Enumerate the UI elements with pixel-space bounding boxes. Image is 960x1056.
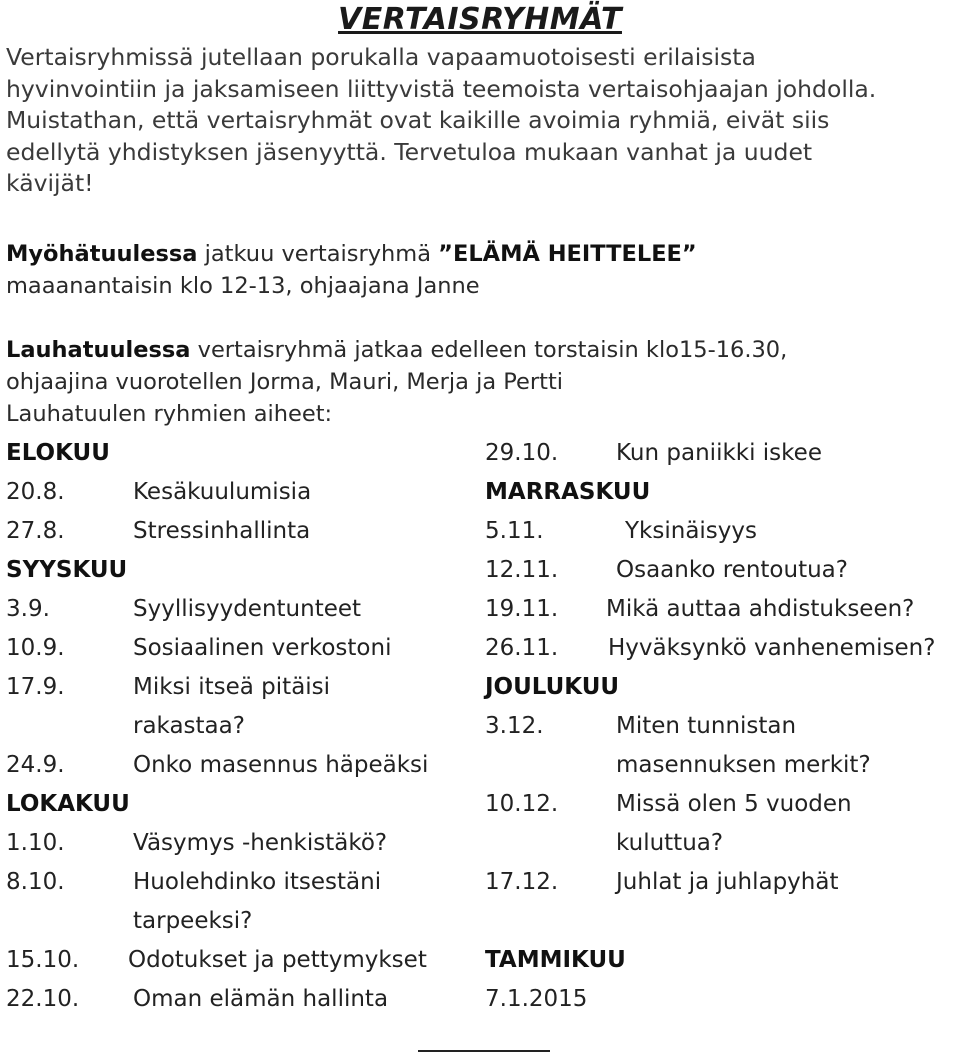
schedule-topic: Kesäkuulumisia <box>133 479 312 505</box>
schedule-date: 29.10. <box>485 440 559 466</box>
schedule-date: 7.1.2015 <box>485 986 588 1012</box>
schedule-topic: Huolehdinko itsestäni <box>133 869 382 895</box>
lauhatuuli-text: vertaisryhmä jatkaa edelleen torstaisin klo15-16.30, <box>190 337 788 363</box>
month-heading-tammikuu: TAMMIKUU <box>485 947 626 973</box>
intro-line: Muistathan, että vertaisryhmät ovat kaikille avoimia ryhmiä, eivät siis <box>6 106 830 134</box>
schedule-topic: masennuksen merkit? <box>616 752 871 778</box>
schedule-topic: Stressinhallinta <box>133 518 311 544</box>
schedule-topic: Sosiaalinen verkostoni <box>133 635 392 661</box>
schedule-date: 20.8. <box>6 479 65 505</box>
month-heading-lokakuu: LOKAKUU <box>6 791 130 817</box>
schedule-topic: Syyllisyydentunteet <box>133 596 362 622</box>
schedule-topic: Hyväksynkö vanhenemisen? <box>608 635 936 661</box>
intro-paragraph <box>6 42 956 200</box>
schedule-date: 10.12. <box>485 791 559 817</box>
intro-line: Vertaisryhmissä jutellaan porukalla vapaamuotoisesti erilaisista <box>6 43 756 71</box>
schedule-date: 8.10. <box>6 869 65 895</box>
month-heading-marraskuu: MARRASKUU <box>485 479 651 505</box>
lauhatuuli-line-2: ohjaajina vuorotellen Jorma, Mauri, Merja ja Pertti <box>6 369 564 395</box>
lauhatuuli-line-1 <box>6 334 956 366</box>
schedule-topic: Juhlat ja juhlapyhät <box>616 869 839 895</box>
month-heading-elokuu: ELOKUU <box>6 440 110 466</box>
myohatuuli-place: Myöhätuulessa <box>6 241 198 267</box>
bottom-divider <box>418 1050 550 1052</box>
schedule-date: 10.9. <box>6 635 65 661</box>
schedule-topic: Onko masennus häpeäksi <box>133 752 429 778</box>
myohatuuli-text: jatkuu vertaisryhmä <box>197 241 439 267</box>
schedule-topic: Yksinäisyys <box>625 518 757 544</box>
schedule-topic: Miksi itseä pitäisi <box>133 674 331 700</box>
schedule-date: 3.12. <box>485 713 544 739</box>
schedule-topic: Osaanko rentoutua? <box>616 557 848 583</box>
schedule-date: 24.9. <box>6 752 65 778</box>
schedule-topic: Odotukset ja pettymykset <box>128 947 427 973</box>
group-name: ”ELÄMÄ HEITTELEE” <box>438 241 697 267</box>
schedule-topic: Väsymys -henkistäkö? <box>133 830 388 856</box>
lauhatuuli-place: Lauhatuulessa <box>6 337 191 363</box>
schedule-topic: rakastaa? <box>133 713 245 739</box>
lauhatuuli-line-3: Lauhatuulen ryhmien aiheet: <box>6 401 333 427</box>
myohatuuli-line-2: maaanantaisin klo 12-13, ohjaajana Janne <box>6 273 480 299</box>
schedule-date: 3.9. <box>6 596 50 622</box>
schedule-topic: Miten tunnistan <box>616 713 797 739</box>
month-heading-syyskuu: SYYSKUU <box>6 557 128 583</box>
schedule-date: 22.10. <box>6 986 80 1012</box>
schedule-date: 27.8. <box>6 518 65 544</box>
schedule-date: 26.11. <box>485 635 559 661</box>
schedule-date: 17.9. <box>6 674 65 700</box>
month-heading-joulukuu: JOULUKUU <box>485 674 620 700</box>
intro-line: hyvinvointiin ja jaksamiseen liittyvistä teemoista vertaisohjaajan johdolla. <box>6 74 877 103</box>
schedule-topic: kuluttua? <box>616 830 724 856</box>
myohatuuli-paragraph <box>6 238 956 302</box>
schedule-date: 17.12. <box>485 869 559 895</box>
schedule-date: 15.10. <box>6 947 80 973</box>
schedule-date: 19.11. <box>485 596 559 622</box>
schedule-date: 1.10. <box>6 830 65 856</box>
schedule-topic: Kun paniikki iskee <box>616 440 822 466</box>
lauhatuuli-paragraph <box>6 334 956 430</box>
schedule-topic: Oman elämän hallinta <box>133 986 389 1012</box>
intro-line: kävijät! <box>6 169 94 197</box>
schedule-date: 5.11. <box>485 518 544 544</box>
schedule-topic: Mikä auttaa ahdistukseen? <box>606 596 915 622</box>
schedule-topic: Missä olen 5 vuoden <box>616 791 852 817</box>
page-title: VERTAISRYHMÄT <box>338 2 622 37</box>
schedule-date: 12.11. <box>485 557 559 583</box>
schedule-topic: tarpeeksi? <box>133 908 253 934</box>
intro-line: edellytä yhdistyksen jäsenyyttä. Tervetuloa mukaan vanhat ja uudet <box>6 137 813 166</box>
myohatuuli-line-1 <box>6 238 956 270</box>
